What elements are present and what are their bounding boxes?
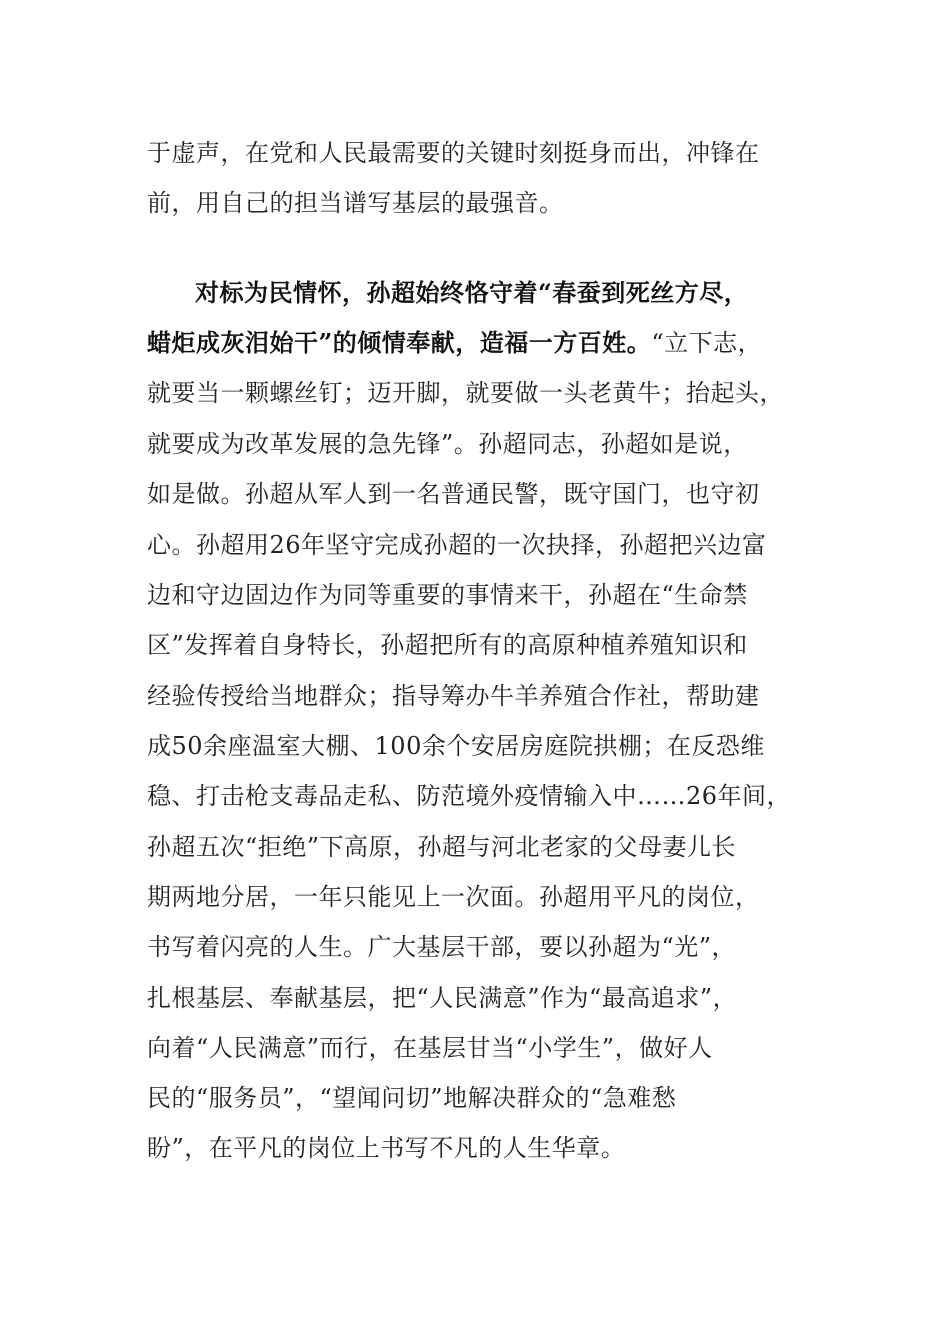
paragraph-2-line-5: 如是做。孙超从军人到一名普通民警，既守国门，也守初 — [147, 480, 760, 508]
paragraph-2-line-10: 成50余座温室大棚、100余个安居房庭院拱棚；在反恐维 — [147, 732, 765, 760]
paragraph-2-line-2 — [147, 326, 762, 360]
paragraph-2-line-4: 就要成为改革发展的急先锋”。孙超同志，孙超如是说， — [147, 430, 748, 458]
paragraph-2-line-7: 边和守边固边作为同等重要的事情来干，孙超在“生命禁 — [147, 581, 748, 609]
paragraph-2-bold-line-1: 对标为民情怀，孙超始终恪守着“春蚕到死丝方尽， — [195, 278, 749, 307]
paragraph-2-line-13: 期两地分居，一年只能见上一次面。孙超用平凡的岗位， — [147, 883, 760, 911]
paragraph-1-line-2: 前，用自己的担当谱写基层的最强音。 — [147, 189, 564, 217]
paragraph-2-line-16: 向着“人民满意”而行，在基层甘当“小学生”，做好人 — [147, 1034, 713, 1062]
paragraph-2-line-15: 扎根基层、奉献基层，把“人民满意”作为“最高追求”， — [147, 984, 738, 1012]
paragraph-2-line-17: 民的“服务员”，“望闻问切”地解决群众的“急难愁 — [147, 1084, 677, 1112]
paragraph-2-line-14: 书写着闪亮的人生。广大基层干部，要以孙超为“光”， — [147, 933, 737, 961]
paragraph-2-line-11: 稳、打击枪支毒品走私、防范境外疫情输入中……26年间， — [147, 782, 792, 810]
paragraph-2-line-12: 孙超五次“拒绝”下高原，孙超与河北老家的父母妻儿长 — [147, 833, 737, 861]
paragraph-2-line-2-rest: “立下志， — [651, 329, 763, 357]
paragraph-2-line-6: 心。孙超用26年坚守完成孙超的一次抉择，孙超把兴边富 — [147, 531, 767, 559]
paragraph-2-line-9: 经验传授给当地群众；指导筹办牛羊养殖合作社，帮助建 — [147, 682, 760, 710]
paragraph-2-line-8: 区”发挥着自身特长，孙超把所有的高原种植养殖知识和 — [147, 631, 748, 659]
paragraph-2-line-3: 就要当一颗螺丝钉；迈开脚，就要做一头老黄牛；抬起头， — [147, 379, 784, 407]
paragraph-2-line-18: 盼”，在平凡的岗位上书写不凡的人生华章。 — [147, 1134, 626, 1162]
paragraph-2-bold-line-2: 蜡炬成灰泪始干”的倾情奉献，造福一方百姓。 — [147, 328, 652, 357]
paragraph-1-line-1: 于虚声，在党和人民最需要的关键时刻挺身而出，冲锋在 — [147, 139, 760, 167]
